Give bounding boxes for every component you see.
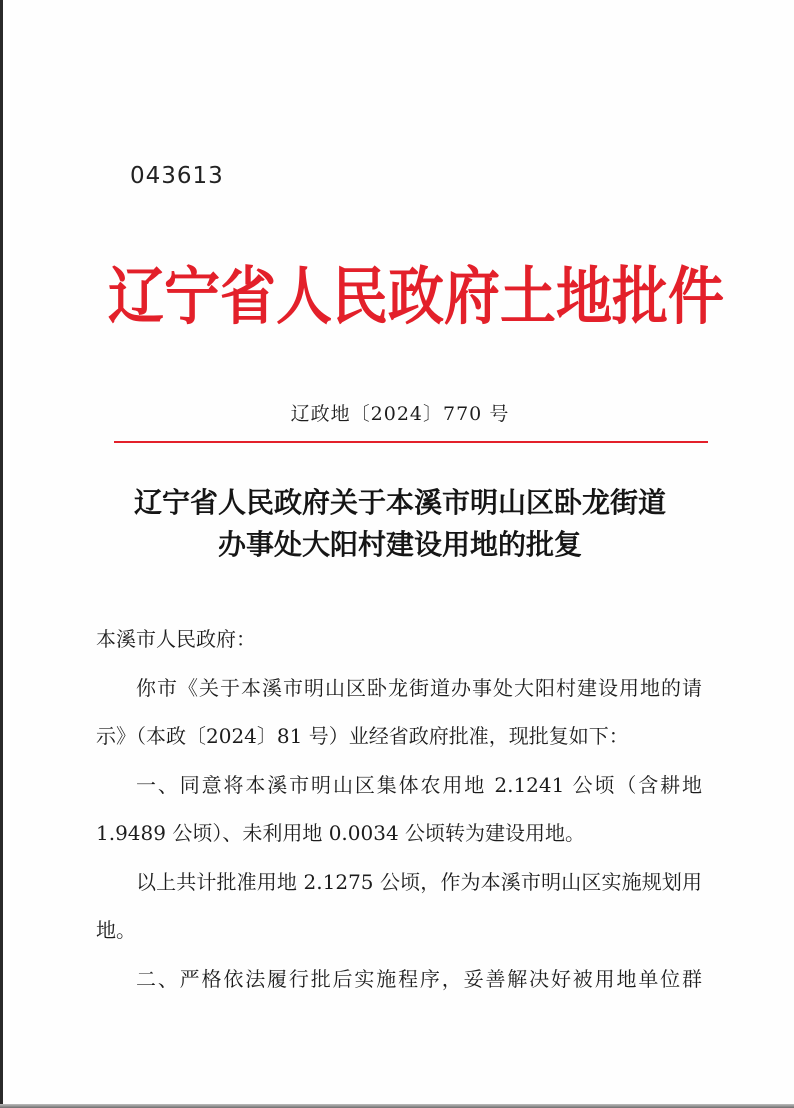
title-line-2: 办事处大阳村建设用地的批复 <box>217 528 582 561</box>
paragraph-total: 以上共计批准用地 2.1275 公顷，作为本溪市明山区实施规划用地。 <box>96 869 702 942</box>
addressee: 本溪市人民政府： <box>96 627 256 651</box>
paragraph-request: 你市《关于本溪市明山区卧龙街道办事处大阳村建设用地的请示》（本政〔2024〕81 号）业经省政府批准，现批复如下： <box>96 675 702 748</box>
document-number: 辽政地〔2024〕770 号 <box>290 403 510 425</box>
document-header: 辽宁省人民政府土地批件 <box>108 261 724 334</box>
document-body <box>96 615 702 1003</box>
paragraph-approval-1: 一、同意将本溪市明山区集体农用地 2.1241 公顷（含耕地 1.9489 公顷）、未利用地 0.0034 公顷转为建设用地。 <box>96 772 702 845</box>
paragraph-approval-2: 二、严格依法履行批后实施程序，妥善解决好被用地单位群 <box>136 966 702 991</box>
scan-edge-left <box>0 0 3 1108</box>
red-divider-rule <box>114 441 708 443</box>
scan-edge-bottom <box>0 1104 794 1108</box>
title-line-1: 辽宁省人民政府关于本溪市明山区卧龙街道 <box>133 486 666 519</box>
serial-number: 043613 <box>130 163 224 189</box>
document-title <box>80 482 720 566</box>
